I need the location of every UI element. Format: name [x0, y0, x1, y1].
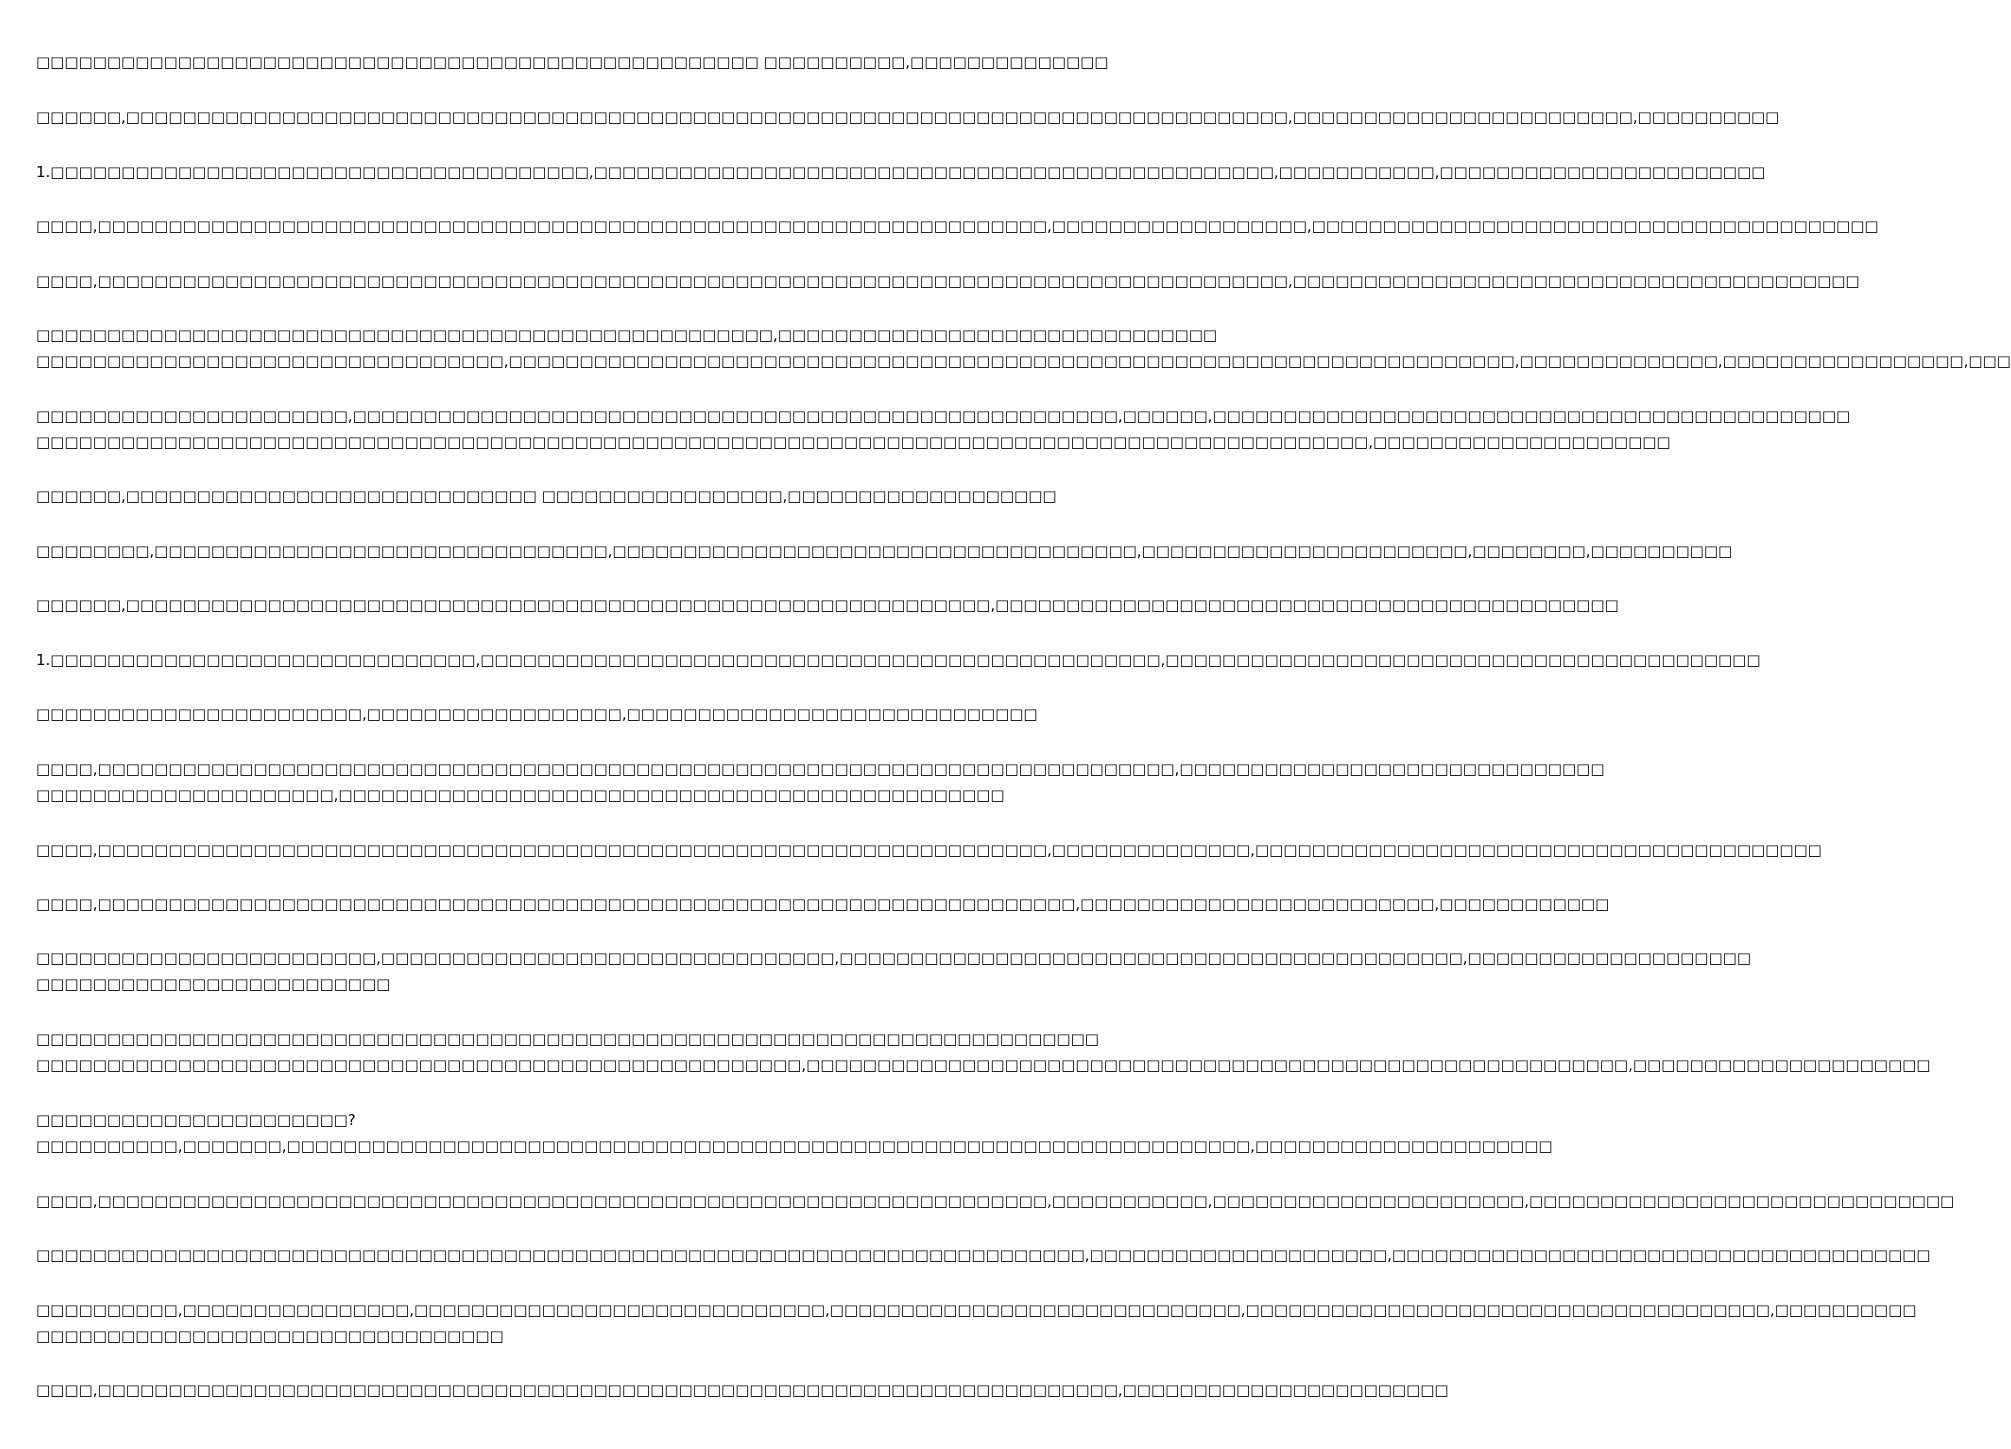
paragraph — [36, 213, 1879, 239]
text-line: □□□□□□□□□□□□□□□□□□□□□□□□□□□□□□□□□□□□□□□□□□□□□□□□□□□□□□,□□□□□□□□□□□□□□□□□□□□□□□□□□□□□□□□□□□□□□□□□□□□□□□□□□□□□□□□□□,□□□□□□□□□□□□□□□□□□□□□ — [36, 1056, 1931, 1074]
text-line: □□□□□□,□□□□□□□□□□□□□□□□□□□□□□□□□□□□□□□□□□□□□□□□□□□□□□□□□□□□□□□□□□□□□□□□□□□□□□□□□□□□□□□□□□,□□□□□□□□□□□□□□□□□□□□□□□□,□□□□□□□□□□ — [36, 108, 1780, 126]
paragraph — [36, 322, 2011, 374]
paragraph — [36, 756, 1605, 808]
paragraph — [36, 1188, 1955, 1214]
text-line: □□□□□□□□,□□□□□□□□□□□□□□□□□□□□□□□□□□□□□□□□,□□□□□□□□□□□□□□□□□□□□□□□□□□□□□□□□□□□□□,□□□□□□□□□□□□□□□□□□□□□□□,□□□□□□□□,□□□□□□□□□□ — [36, 542, 1733, 560]
paragraph — [36, 483, 1057, 509]
text-line: □□□□□□□□□□,□□□□□□□,□□□□□□□□□□□□□□□□□□□□□□□□□□□□□□□□□□□□□□□□□□□□□□□□□□□□□□□□□□□□□□□□□□□□,□□□□□□□□□□□□□□□□□□□□□ — [36, 1137, 1553, 1155]
paragraph — [36, 1377, 1449, 1403]
text-line: □□□□□□□□□□□□□□□□□□□□□□□□□□□□□□□□□□□□□□□□□□□□□□□□□□□□□□□□□□□□□□□□□□□□□□□□□□□□□□□□□□□□□□□□□□□□□□,□□□□□□□□□□□□□□□□□□□□□ — [36, 433, 1671, 451]
paragraph — [36, 1026, 1931, 1078]
text-line: □□□□□□□□□□□□□□□□□□□□□,□□□□□□□□□□□□□□□□□□□□□□□□□□□□□□□□□□□□□□□□□□□□□□□ — [36, 786, 1005, 804]
text-line: □□□□□□,□□□□□□□□□□□□□□□□□□□□□□□□□□□□□□□□□□□□□□□□□□□□□□□□□□□□□□□□□□□□□,□□□□□□□□□□□□□□□□□□□□□□□□□□□□□□□□□□□□□□□□□□□□ — [36, 596, 1619, 614]
text-line: □□□□□□□□□□□□□□□□□□□□□□□□□□□□□□□□□□□□□□□□□□□□□□□□□□□□□□□□□□□□□□□□□□□□□□□□□□□ — [36, 1030, 1099, 1048]
text-line: □□□□□□□□□□□□□□□□□□□□□□□□□□□□□□□□□□□□□□□□□□□□□□□□□□□□,□□□□□□□□□□□□□□□□□□□□□□□□□□□□□□□ — [36, 326, 1218, 344]
text-line: □□□□□□,□□□□□□□□□□□□□□□□□□□□□□□□□□□□□ □□□□□□□□□□□□□□□□□,□□□□□□□□□□□□□□□□□□□ — [36, 487, 1057, 505]
paragraph — [36, 159, 1766, 185]
paragraph — [36, 592, 1619, 618]
text-line: □□□□,□□□□□□□□□□□□□□□□□□□□□□□□□□□□□□□□□□□□□□□□□□□□□□□□□□□□□□□□□□□□□□□□□□□□□,□□□□□□□□□□□□□□□□□□□□□□□□□,□□□□□□□□□□□□ — [36, 895, 1610, 913]
text-line: □□□□□□□□□□□□□□□□□□□□□□□□□ — [36, 975, 391, 993]
text-line: □□□□□□□□□□□□□□□□□□□□□□□□□□□□□□□□□□□□□□□□□□□□□□□□□□□□□□□□□□□□□□□□□□□□□□□□□□,□□□□□□□□□□□□□□□□□□□□□,□□□□□□□□□□□□□□□□□□□□□□□□□□□□□□□□□□□□□□ — [36, 1246, 1931, 1264]
paragraph — [36, 268, 1860, 294]
paragraph — [36, 945, 1751, 997]
paragraph — [36, 403, 1851, 455]
text-line: □□□□,□□□□□□□□□□□□□□□□□□□□□□□□□□□□□□□□□□□□□□□□□□□□□□□□□□□□□□□□□□□□□□□□□□□,□□□□□□□□□□□,□□□□□□□□□□□□□□□□□□□□□□,□□□□□□□□□□□□□□□□□□□□□□□□□□□□□□ — [36, 1192, 1955, 1210]
paragraph — [36, 1242, 1931, 1268]
text-line: 1.□□□□□□□□□□□□□□□□□□□□□□□□□□□□□□□□□□□□□□,□□□□□□□□□□□□□□□□□□□□□□□□□□□□□□□□□□□□□□□□□□□□□□□□,□□□□□□□□□□□,□□□□□□□□□□□□□□□□□□□□□□□ — [36, 163, 1766, 181]
text-line: □□□□□□□□□□□□□□□□□□□□□□□,□□□□□□□□□□□□□□□□□□,□□□□□□□□□□□□□□□□□□□□□□□□□□□□□ — [36, 705, 1038, 723]
paragraph — [36, 837, 1822, 863]
paragraph — [36, 701, 1038, 727]
paragraph — [36, 891, 1610, 917]
paragraph — [36, 1107, 1553, 1159]
text-line: □□□□□□□□□□□□□□□□□□□□□□? — [36, 1111, 356, 1129]
text-line: □□□□□□□□□□□□□□□□□□□□□□□□□□□□□□□□□,□□□□□□□□□□□□□□□□□□□□□□□□□□□□□□□□□□□□□□□□□□□□□□□□□□□□□□□□□□□□□□□□□□□□□□□,□□□□□□□□□□□□□□,□□□□□□□□□□□□□□□□□,□□□ — [36, 352, 2011, 370]
text-line: □□□□□□□□□□□□□□□□□□□□□□,□□□□□□□□□□□□□□□□□□□□□□□□□□□□□□□□□□□□□□□□□□□□□□□□□□□□□□,□□□□□□,□□□□□□□□□□□□□□□□□□□□□□□□□□□□□□□□□□□□□□□□□□□□□ — [36, 407, 1851, 425]
text-line: □□□□□□□□□□,□□□□□□□□□□□□□□□□,□□□□□□□□□□□□□□□□□□□□□□□□□□□□□,□□□□□□□□□□□□□□□□□□□□□□□□□□□□□,□□□□□□□□□□□□□□□□□□□□□□□□□□□□□□□□□□□□□,□□□□□□□□□□ — [36, 1301, 1917, 1319]
text-line: □□□□□□□□□□□□□□□□□□□□□□□□,□□□□□□□□□□□□□□□□□□□□□□□□□□□□□□□□,□□□□□□□□□□□□□□□□□□□□□□□□□□□□□□□□□□□□□□□□□□□□,□□□□□□□□□□□□□□□□□□□□ — [36, 949, 1751, 967]
paragraph — [36, 538, 1733, 564]
text-line: □□□□□□□□□□□□□□□□□□□□□□□□□□□□□□□□□ — [36, 1327, 504, 1345]
text-line: 1.□□□□□□□□□□□□□□□□□□□□□□□□□□□□□□,□□□□□□□□□□□□□□□□□□□□□□□□□□□□□□□□□□□□□□□□□□□□□□□□,□□□□□□□□□□□□□□□□□□□□□□□□□□□□□□□□□□□□□□□□□□ — [36, 651, 1761, 669]
text-line: □□□□,□□□□□□□□□□□□□□□□□□□□□□□□□□□□□□□□□□□□□□□□□□□□□□□□□□□□□□□□□□□□□□□□□□□,□□□□□□□□□□□□□□□□□□,□□□□□□□□□□□□□□□□□□□□□□□□□□□□□□□□□□□□□□□□ — [36, 217, 1879, 235]
text-line: □□□□,□□□□□□□□□□□□□□□□□□□□□□□□□□□□□□□□□□□□□□□□□□□□□□□□□□□□□□□□□□□□□□□□□□□,□□□□□□□□□□□□□□,□□□□□□□□□□□□□□□□□□□□□□□□□□□□□□□□□□□□□□□□ — [36, 841, 1822, 859]
paragraph — [36, 647, 1761, 673]
text-line: □□□□□□□□□□□□□□□□□□□□□□□□□□□□□□□□□□□□□□□□□□□□□□□□□□□ □□□□□□□□□□,□□□□□□□□□□□□□□ — [36, 53, 1109, 71]
paragraph — [36, 49, 1109, 75]
text-line: □□□□,□□□□□□□□□□□□□□□□□□□□□□□□□□□□□□□□□□□□□□□□□□□□□□□□□□□□□□□□□□□□□□□□□□□□□□□□,□□□□□□□□□□□□□□□□□□□□□□□ — [36, 1381, 1449, 1399]
paragraph — [36, 104, 1780, 130]
paragraph — [36, 1297, 1917, 1349]
text-line: □□□□,□□□□□□□□□□□□□□□□□□□□□□□□□□□□□□□□□□□□□□□□□□□□□□□□□□□□□□□□□□□□□□□□□□□□□□□□□□□□,□□□□□□□□□□□□□□□□□□□□□□□□□□□□□□ — [36, 760, 1605, 778]
text-line: □□□□,□□□□□□□□□□□□□□□□□□□□□□□□□□□□□□□□□□□□□□□□□□□□□□□□□□□□□□□□□□□□□□□□□□□□□□□□□□□□□□□□□□□□,□□□□□□□□□□□□□□□□□□□□□□□□□□□□□□□□□□□□□□□□ — [36, 272, 1860, 290]
